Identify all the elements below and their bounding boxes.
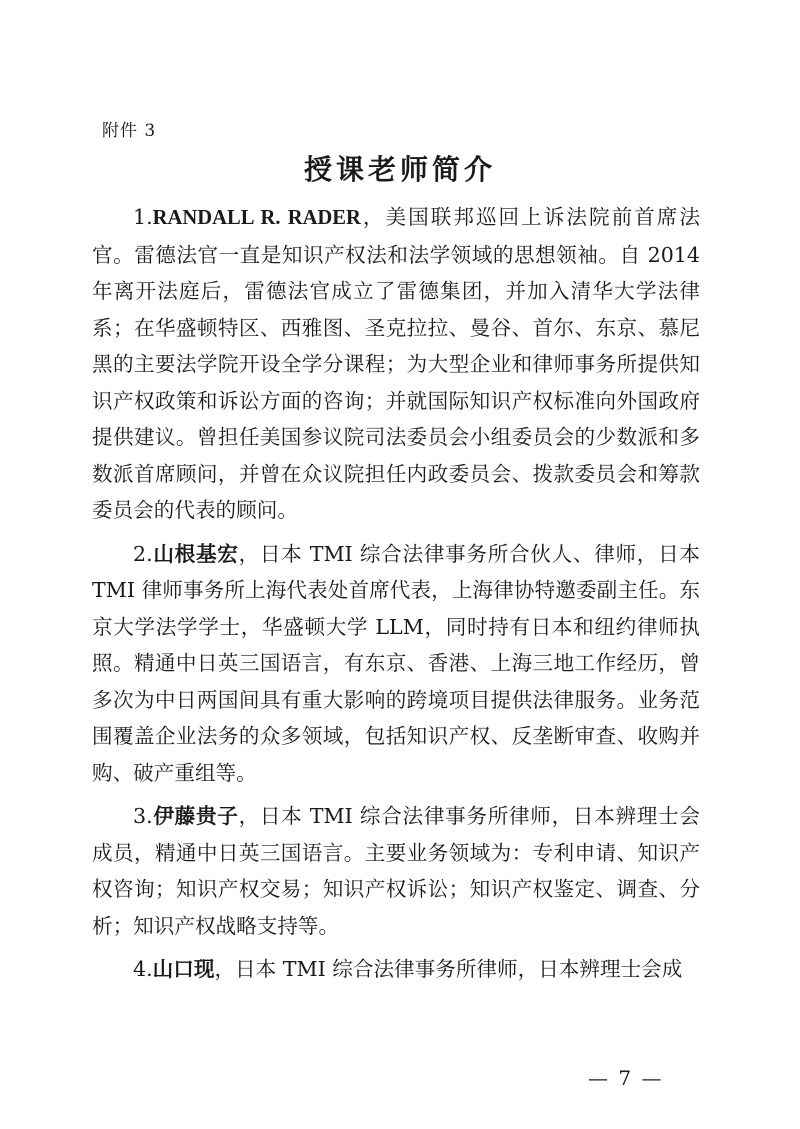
- instructor-name: RANDALL R. RADER: [152, 207, 361, 229]
- instructor-name: 山口现: [152, 957, 215, 981]
- instructor-name: 伊藤贵子: [152, 804, 239, 828]
- instructor-name: 山根基宏: [152, 541, 239, 566]
- instructor-entry-2: [92, 536, 700, 792]
- page-title: 授课老师简介: [303, 153, 496, 186]
- instructor-bio: ，日本 TMI 综合法律事务所律师，日本辨理士会成: [214, 957, 683, 981]
- attachment-label: 附件 3: [102, 121, 157, 141]
- instructor-entry-1: [92, 199, 700, 529]
- instructor-bio: ，日本 TMI 综合法律事务所合伙人、律师，日本 TMI 律师事务所上海代表处首席代表，上海律协特邀委副主任。东京大学法学学士，华盛顿大学 LLM，同时持有日本和纽约律师执照。精通中日英三国语言，有东京、香港、上海三地工作经历，曾多次为中日两国间具有重大影响的跨境项目提供法律服务。业务范围覆盖企业法务的众多领域，包括知识产权、反垄断审查、收购并购、破产重组等。: [92, 541, 700, 785]
- instructor-list: [92, 199, 700, 995]
- entry-number: 1.: [133, 205, 153, 229]
- entry-number: 3.: [133, 804, 153, 828]
- instructor-entry-4: [92, 951, 700, 988]
- entry-number: 4.: [133, 957, 153, 981]
- instructor-bio: ，日本 TMI 综合法律事务所律师，日本辨理士会成员，精通中日英三国语言。主要业务领域为：专利申请、知识产权咨询；知识产权交易；知识产权诉讼；知识产权鉴定、调查、分析；知识产权战略支持等。: [92, 804, 700, 938]
- entry-number: 2.: [133, 541, 153, 566]
- instructor-bio: ，美国联邦巡回上诉法院前首席法官。雷德法官一直是知识产权法和法学领域的思想领袖。自 2014 年离开法庭后，雷德法官成立了雷德集团，并加入清华大学法律系；在华盛顿特区、西雅图、圣克拉拉、曼谷、首尔、东京、慕尼黑的主要法学院开设全学分课程；为大型企业和律师事务所提供知识产权政策和诉讼方面的咨询；并就国际知识产权标准向外国政府提供建议。曾担任美国参议院司法委员会小组委员会的少数派和多数派首席顾问，并曾在众议院担任内政委员会、拨款委员会和筹款委员会的代表的顾问。: [92, 205, 700, 522]
- page-number: — 7 —: [588, 1066, 664, 1090]
- instructor-entry-3: [92, 798, 700, 944]
